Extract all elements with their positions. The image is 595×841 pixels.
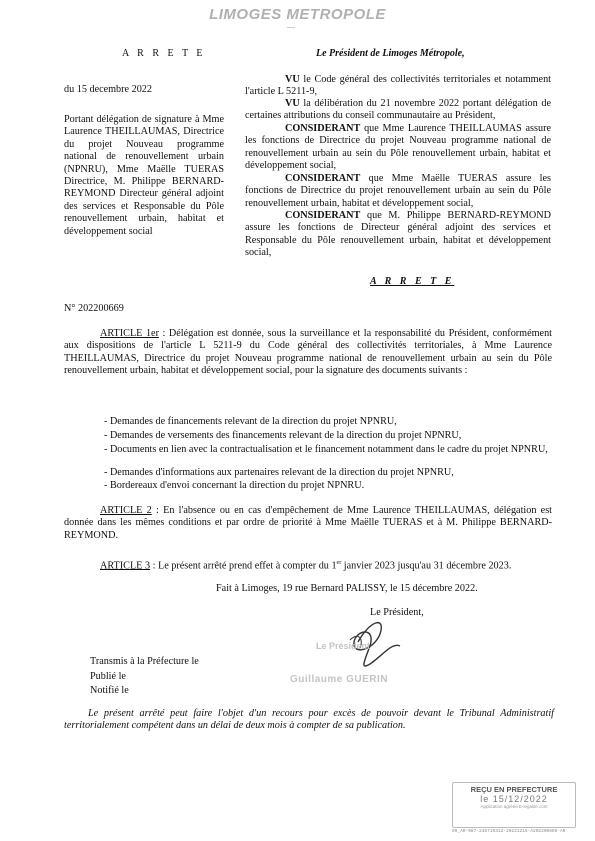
signature-stamp-title: Le Président [316,641,371,651]
fait-a: Fait à Limoges, 19 rue Bernard PALISSY, le 15 décembre 2022. [216,583,478,594]
considerant-2 [245,173,551,210]
article-3-text: : Le présent arrêté prend effet à compter du 1 [150,560,337,572]
considerant-1-text: que Mme Laurence THEILLAUMAS assure les fonctions de Directrice du projet Nouveau programme national de renouvellement urbain au sein du Pôle renouvellement urbain, habitat et développement social, [245,123,551,172]
signer-title: Le Président, [370,607,424,618]
article-3-label: ARTICLE 3 [100,560,151,572]
considerant-key: CONSIDERANT [285,210,361,221]
decree-summary: Portant délégation de signature à Mme Laurence THEILLAUMAS, Directrice du projet Nouveau programme national de renouvellement urbain (NPNRU), Mme Maëlle TUERAS Directrice, M. Philippe BERNARD-REYMOND Directeur général adjoint des services et Responsable du Pôle renouvellement urbain, habitat et développement social [64,114,224,237]
right-arrete-title: A R R E T E [370,276,455,287]
vu-key: VU [285,74,300,85]
article-3 [64,557,552,573]
article-2 [64,505,552,542]
considerant-3-text: que M. Philippe BERNARD-REYMOND assure les fonctions de Directeur général adjoint des services et Responsable du Pôle renouvellement urbain, habitat et développement social, [245,210,551,259]
notifie-le: Notifié le [90,685,129,696]
article-1-label: ARTICLE 1er [100,328,159,339]
bullet-5: - Bordereaux d'envoi concernant la direction du projet NPNRU. [104,480,365,491]
article-2-label: ARTICLE 2 [100,505,152,516]
article-1 [64,328,552,378]
article-3-sup: er [336,560,342,566]
stamp-app: Application agréée E-legalite.com [480,804,548,809]
vu-key: VU [285,98,300,109]
vu-deliberation-text: la délibération du 21 novembre 2022 portant délégation de certaines attributions du conseil communautaire au Président, [245,98,551,122]
transmission-id: 99_AR-087-248719312-20221215-A202200669-AR [452,829,566,834]
considerant-3 [245,210,551,260]
header-dash: — [287,22,295,31]
org-header: LIMOGES METROPOLE [209,6,386,23]
prefecture-received-stamp [452,782,576,828]
recours-notice: Le présent arrêté peut faire l'objet d'un recours pour excès de pouvoir devant le Tribunal Administratif territorialement compétent dans un délai de deux mois à compter de sa publication. [64,708,554,732]
considerant-key: CONSIDERANT [285,173,361,184]
bullet-1: - Demandes de financements relevant de la direction du projet NPNRU, [104,416,397,427]
article-2-text: : En l'absence ou en cas d'empêchement de Mme Laurence THEILLAUMAS, délégation est donnée dans les mêmes conditions et par ordre de priorité à Mme Maëlle TUERAS et à M. Philippe BERNARD-REYMOND. [64,505,552,541]
stamp-date: le 15/12/2022 [480,794,548,804]
considerant-1 [245,123,551,173]
bullet-4: - Demandes d'informations aux partenaires relevant de la direction du projet NPNRU, [104,467,454,478]
considerant-2-text: que Mme Maëlle TUERAS assure les fonctions de Directrice du projet renouvellement urbain au sein du Pôle renouvellement urbain, habitat et développement social, [245,173,552,209]
vu-code-text: le Code général des collectivités territoriales et notamment l'article L 5211-9, [245,74,551,98]
publie-le: Publié le [90,671,126,682]
president-heading: Le Président de Limoges Métropole, [316,48,465,59]
transmis-prefecture: Transmis à la Préfecture le [90,656,199,667]
bullet-3: - Documents en lien avec la contractualisation et le financement notamment dans le cadre du projet NPNRU, [104,444,548,455]
vu-code [245,74,551,99]
decree-date: du 15 decembre 2022 [64,84,152,95]
signature-stamp-name: Guillaume GUERIN [290,674,389,685]
vu-deliberation [245,98,551,123]
stamp-title: REÇU EN PREFECTURE [470,785,558,794]
decree-number: N° 202200669 [64,303,124,314]
left-arrete-title: A R R E T E [122,48,206,59]
considerant-key: CONSIDERANT [285,123,361,134]
article-3-text-end: janvier 2023 jusqu'au 31 décembre 2023. [341,560,512,572]
article-1-text: : Délégation est donnée, sous la surveillance et la responsabilité du Président, conformément aux dispositions de l'article L 5211-9 du Code général des collectivités territoriales, à Mme Laurence THEILLAUMAS, Directrice du projet Nouveau programme national de renouvellement urbain au sein du Pôle renouvellement urbain, habitat et développement social, pour la signature des documents suivants : [64,328,552,377]
bullet-2: - Demandes de versements des financements relevant de la direction du projet NPNRU, [104,430,462,441]
